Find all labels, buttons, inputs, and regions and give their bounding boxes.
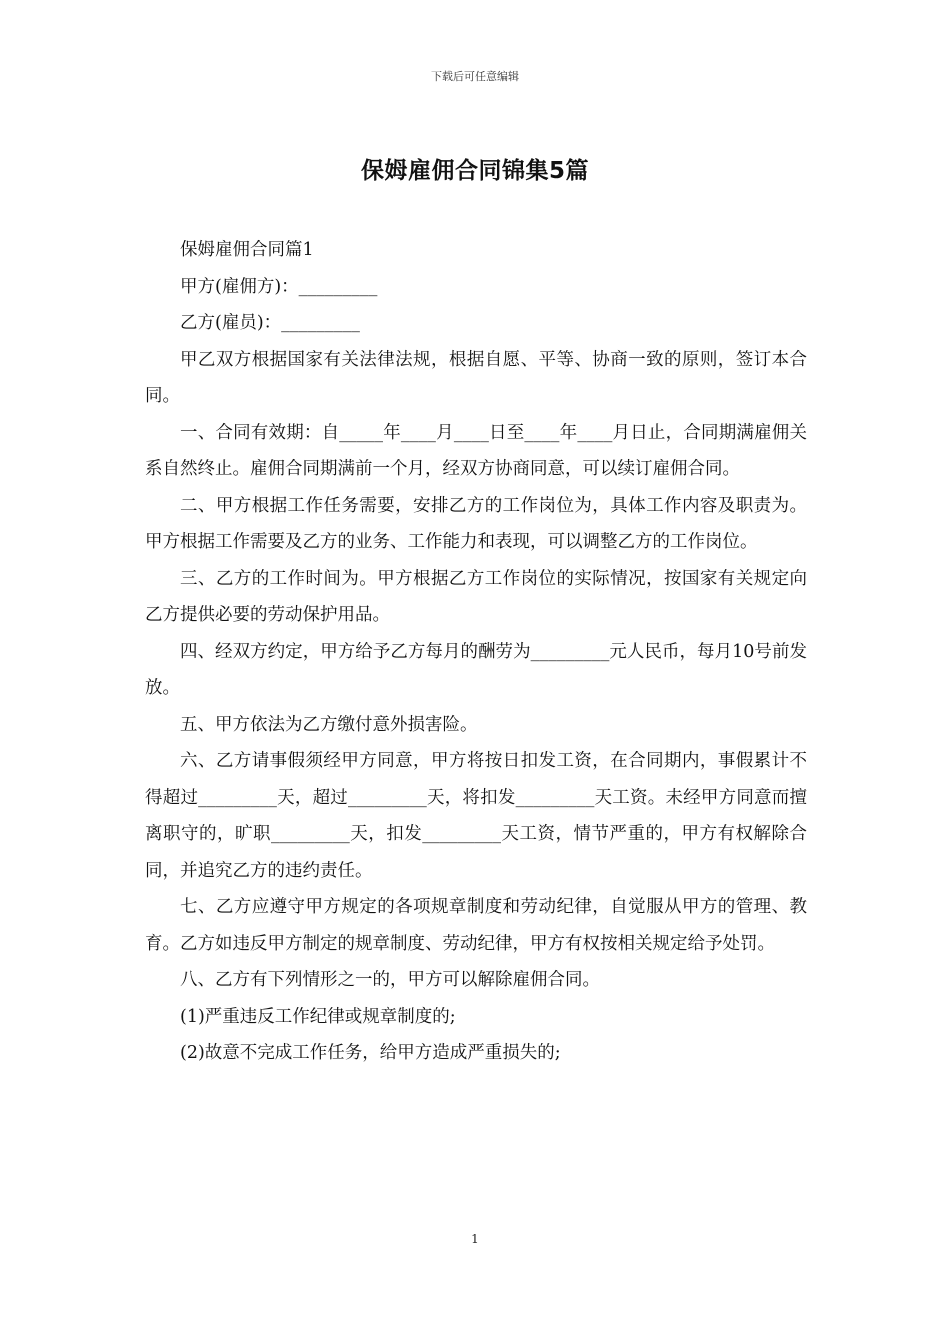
clause-7: 七、乙方应遵守甲方规定的各项规章制度和劳动纪律，自觉服从甲方的管理、教育。乙方如违反甲方制定的规章制度、劳动纪律，甲方有权按相关规定给予处罚。 — [145, 897, 807, 954]
party-b-line: 乙方(雇员)：_________ — [180, 313, 360, 333]
clause-8-item-2: (2)故意不完成工作任务，给甲方造成严重损失的; — [180, 1043, 561, 1063]
section-heading: 保姆雇佣合同篇1 — [180, 240, 314, 260]
clause-5: 五、甲方依法为乙方缴付意外损害险。 — [180, 714, 478, 735]
clause-6: 六、乙方请事假须经甲方同意，甲方将按日扣发工资，在合同期内，事假累计不得超过_________天，超过_________天，将扣发_________天工资。未经甲方同意而擅离职守的，旷职_________天，扣发_________天工资，情节严重的，甲方有权解除合同，并追究乙方的违约责任。 — [145, 751, 807, 881]
clause-1: 一、合同有效期：自_____年____月____日至____年____月日止，合同期满雇佣关系自然终止。雇佣合同期满前一个月，经双方协商同意，可以续订雇佣合同。 — [145, 422, 807, 479]
clause-2: 二、甲方根据工作任务需要，安排乙方的工作岗位为，具体工作内容及职责为。甲方根据工作需要及乙方的业务、工作能力和表现，可以调整乙方的工作岗位。 — [145, 495, 807, 552]
preamble-paragraph: 甲乙双方根据国家有关法律法规，根据自愿、平等、协商一致的原则，签订本合同。 — [145, 349, 807, 406]
page-number: 1 — [471, 1232, 479, 1246]
header-note: 下载后可任意编辑 — [431, 70, 519, 83]
clause-8-item-1: (1)严重违反工作纪律或规章制度的; — [180, 1006, 456, 1027]
document-title: 保姆雇佣合同锦集5篇 — [360, 158, 589, 184]
party-a-line: 甲方(雇佣方)：_________ — [180, 276, 378, 297]
clause-8: 八、乙方有下列情形之一的，甲方可以解除雇佣合同。 — [180, 970, 600, 990]
clause-4: 四、经双方约定，甲方给予乙方每月的酬劳为_________元人民币，每月10号前发放。 — [145, 641, 807, 698]
document-body — [145, 232, 807, 1072]
clause-3: 三、乙方的工作时间为。甲方根据乙方工作岗位的实际情况，按国家有关规定向乙方提供必要的劳动保护用品。 — [145, 568, 807, 625]
